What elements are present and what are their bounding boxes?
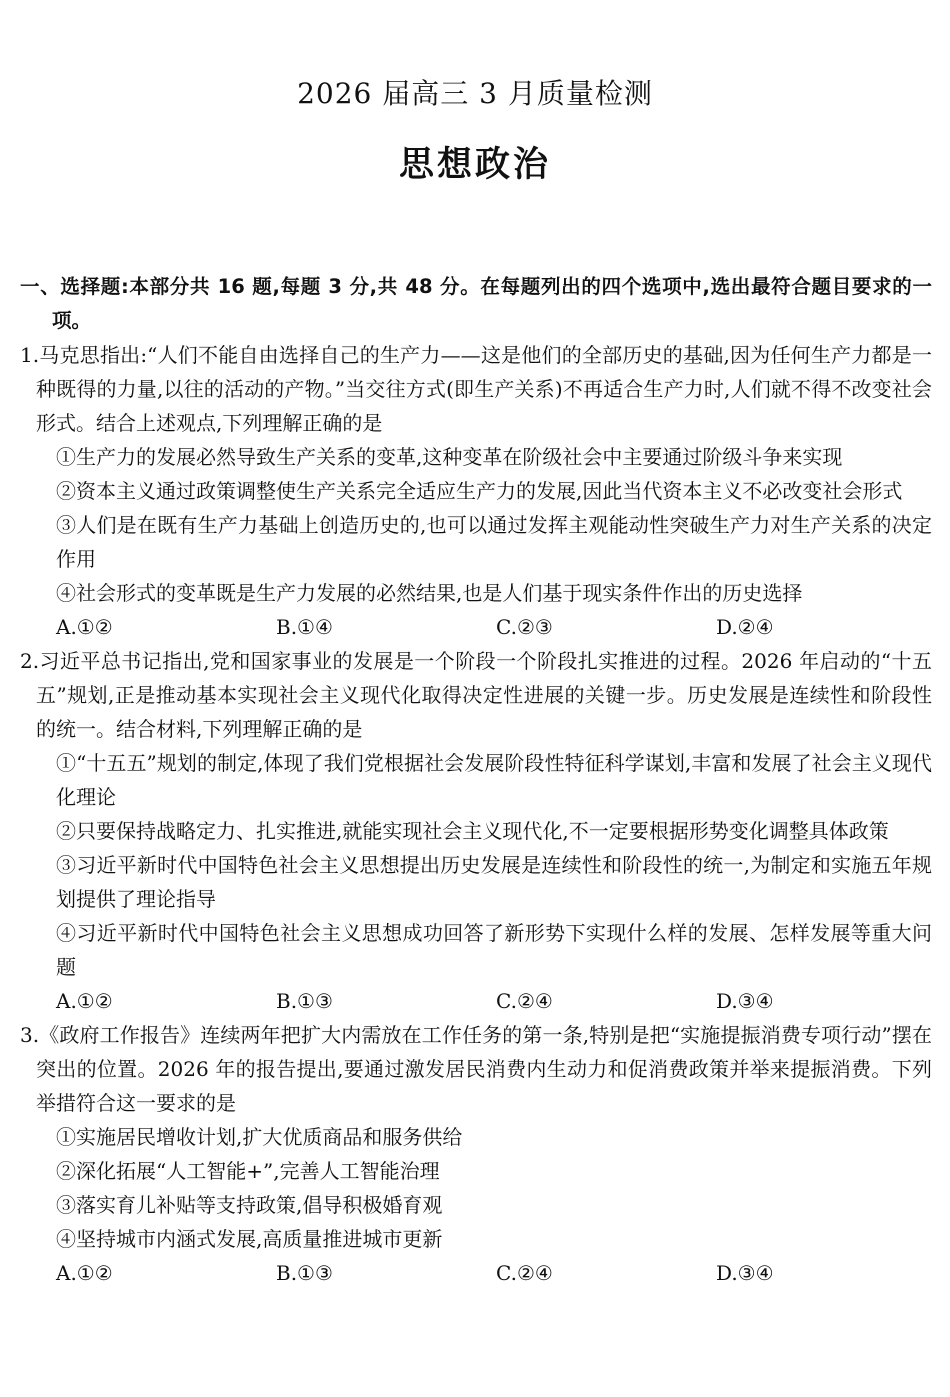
statement-4: ④社会形式的变革既是生产力发展的必然结果,也是人们基于现实条件作出的历史选择 [56, 581, 803, 605]
statement-1: ①“十五五”规划的制定,体现了我们党根据社会发展阶段性特征科学谋划,丰富和发展了社会主义现代化理论 [56, 751, 932, 809]
statement-1: ①生产力的发展必然导致生产关系的变革,这种变革在阶级社会中主要通过阶级斗争来实现 [56, 445, 843, 469]
choice-d: D.②④ [716, 615, 774, 639]
choice-b: B.①③ [276, 989, 333, 1013]
answer-choices [20, 610, 932, 644]
choice-d: D.③④ [716, 1261, 774, 1285]
statement-2: ②只要保持战略定力、扎实推进,就能实现社会主义现代化,不一定要根据形势变化调整具体政策 [56, 819, 889, 843]
choice-a: A.①② [56, 989, 113, 1013]
choice-a: A.①② [56, 1261, 113, 1285]
choice-a: A.①② [56, 615, 113, 639]
exam-title: 2026 届高三 3 月质量检测 [297, 77, 653, 110]
choice-c: C.②④ [496, 1261, 553, 1285]
statement-1: ①实施居民增收计划,扩大优质商品和服务供给 [56, 1125, 463, 1149]
statement-3: ③人们是在既有生产力基础上创造历史的,也可以通过发挥主观能动性突破生产力对生产关系的决定作用 [56, 513, 932, 571]
choice-c: C.②④ [496, 989, 553, 1013]
question-stem: 3.《政府工作报告》连续两年把扩大内需放在工作任务的第一条,特别是把“实施提振消费专项行动”摆在突出的位置。2026 年的报告提出,要通过激发居民消费内生动力和促消费政策并举来提振消费。下列举措符合这一要求的是 [20, 1023, 932, 1115]
statement-3: ③习近平新时代中国特色社会主义思想提出历史发展是连续性和阶段性的统一,为制定和实施五年规划提供了理论指导 [56, 853, 932, 911]
answer-choices [20, 1256, 932, 1290]
question-2 [20, 644, 932, 1018]
statement-4: ④习近平新时代中国特色社会主义思想成功回答了新形势下实现什么样的发展、怎样发展等重大问题 [56, 921, 932, 979]
section-header: 一、选择题:本部分共 16 题,每题 3 分,共 48 分。在每题列出的四个选项中,选出最符合题目要求的一项。 [20, 275, 932, 332]
statement-3: ③落实育儿补贴等支持政策,倡导积极婚育观 [56, 1193, 443, 1217]
question-stem: 1.马克思指出:“人们不能自由选择自己的生产力——这是他们的全部历史的基础,因为任何生产力都是一种既得的力量,以往的活动的产物。”当交往方式(即生产关系)不再适合生产力时,人们就不得不改变社会形式。结合上述观点,下列理解正确的是 [20, 343, 932, 435]
choice-d: D.③④ [716, 989, 774, 1013]
choice-b: B.①④ [276, 615, 333, 639]
question-1 [20, 338, 932, 644]
subject-title: 思想政治 [398, 145, 551, 185]
statement-4: ④坚持城市内涵式发展,高质量推进城市更新 [56, 1227, 443, 1251]
choice-b: B.①③ [276, 1261, 333, 1285]
question-3 [20, 1018, 932, 1290]
choice-c: C.②③ [496, 615, 553, 639]
statement-2: ②资本主义通过政策调整使生产关系完全适应生产力的发展,因此当代资本主义不必改变社会形式 [56, 479, 903, 503]
statement-2: ②深化拓展“人工智能+”,完善人工智能治理 [56, 1159, 440, 1183]
question-stem: 2.习近平总书记指出,党和国家事业的发展是一个阶段一个阶段扎实推进的过程。2026 年启动的“十五五”规划,正是推动基本实现社会主义现代化取得决定性进展的关键一步。历史发展是连续性和阶段性的统一。结合材料,下列理解正确的是 [20, 649, 932, 741]
exam-content [20, 270, 932, 1290]
answer-choices [20, 984, 932, 1018]
